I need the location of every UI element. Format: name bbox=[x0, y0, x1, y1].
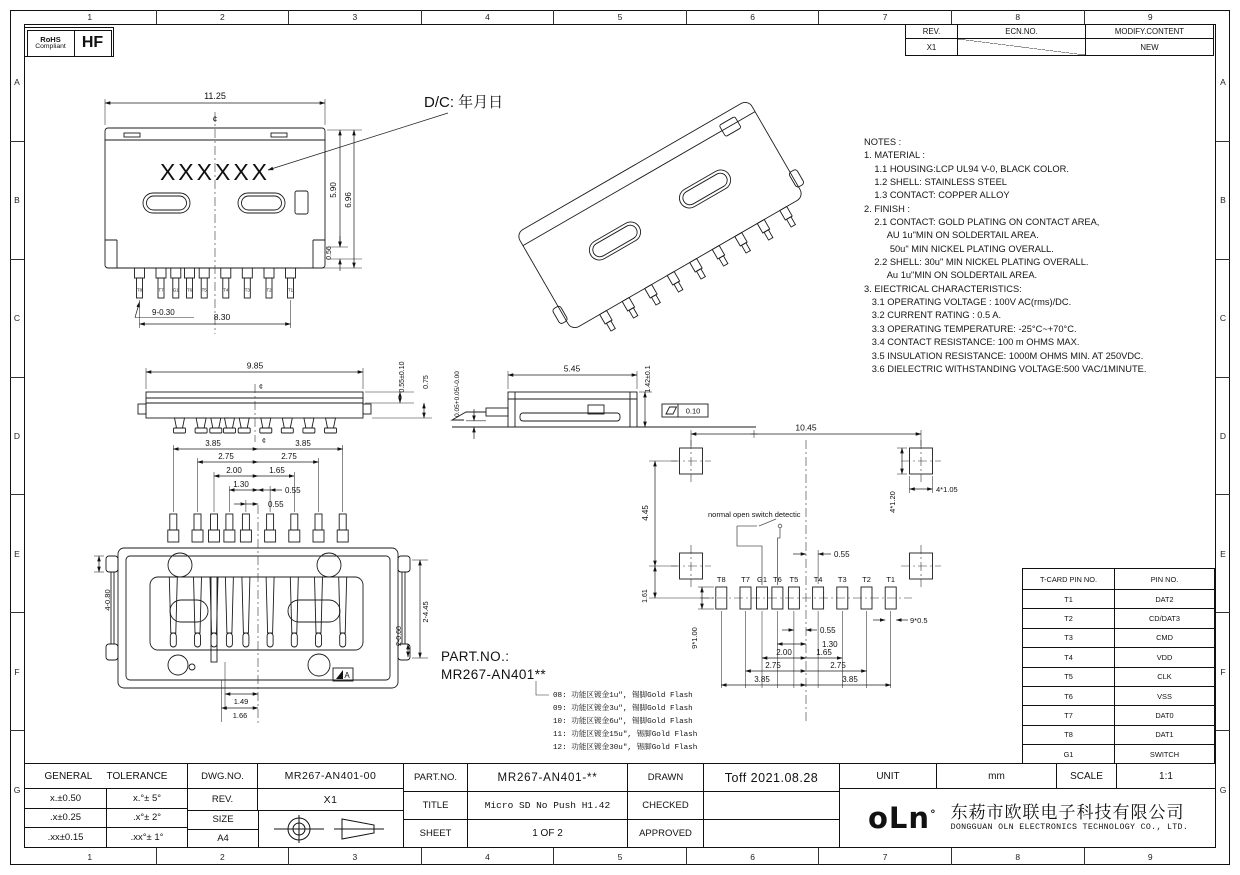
plan-pin-label: T3 bbox=[244, 287, 250, 293]
footprint-pad-label: T2 bbox=[862, 575, 871, 584]
notes-lines-item: 3.6 DIELECTRIC WITHSTANDING VOLTAGE:500 VAC/1MINUTE. bbox=[864, 363, 1147, 374]
section-flag: A bbox=[344, 671, 350, 680]
dim-bv-149: 1.49 bbox=[233, 697, 249, 706]
modify-col-header: MODIFY.CONTENT bbox=[1086, 25, 1214, 39]
dim-bv-165: 1.65 bbox=[269, 466, 285, 475]
company-name-en: DONGGUAN OLN ELECTRONICS TECHNOLOGY CO., LTD. bbox=[950, 823, 1189, 832]
rev-value: X1 bbox=[906, 39, 958, 56]
frame-col-labels-top-item: 1 bbox=[87, 12, 93, 22]
unit-company-section bbox=[839, 764, 1215, 847]
frame-col-labels-top-item: 9 bbox=[1084, 10, 1217, 24]
dim-bv-055l: 0.55 bbox=[268, 500, 284, 509]
dim-bv-2445: 2-4.45 bbox=[421, 601, 430, 623]
rev-value-tb: X1 bbox=[323, 793, 338, 806]
frame-row-labels-right-item: G bbox=[1216, 730, 1230, 848]
rev-label: REV. bbox=[188, 789, 258, 810]
frame-row-labels-right-item: A bbox=[1220, 77, 1226, 88]
notes-lines-item: 3.1 OPERATING VOLTAGE : 100V AC(rms)/DC. bbox=[864, 297, 1072, 308]
dim-fp-b385r: 3.85 bbox=[842, 675, 858, 684]
dim-bv-275r: 2.75 bbox=[281, 452, 297, 461]
plan-pin-label: G1 bbox=[172, 287, 179, 293]
frame-row-labels-left-item: A bbox=[14, 77, 20, 88]
dim-fp-b275r: 2.75 bbox=[830, 661, 846, 670]
tolerance-angular-3: .xx°± 1° bbox=[106, 827, 187, 847]
dim-fp-c055: 0.55 bbox=[834, 550, 850, 559]
dim-plan-pin-note: 9-0.30 bbox=[152, 308, 175, 317]
company-name-cn: 东菞市欧联电子科技有限公司 bbox=[950, 803, 1185, 823]
side-view bbox=[452, 364, 758, 440]
dim-plan-pin-span: 8.30 bbox=[213, 312, 231, 322]
dim-plan-width: 11.25 bbox=[204, 91, 226, 101]
revision-table bbox=[905, 25, 1214, 56]
plan-pin-label: T2 bbox=[266, 287, 272, 293]
dim-fp-v2: 1.61 bbox=[642, 589, 649, 603]
dim-fp-corner-h: 4*1.20 bbox=[888, 491, 897, 513]
frame-col-labels-bottom-item: 5 bbox=[553, 848, 686, 865]
dim-fp-row-h: 9*1.00 bbox=[690, 627, 699, 649]
notes-lines-item: 1.3 CONTACT: COPPER ALLOY bbox=[864, 190, 1010, 201]
company-logo: oLn° bbox=[868, 800, 937, 835]
dwg-section bbox=[187, 764, 403, 847]
dim-front-lip: 0.55±0.10 bbox=[399, 361, 406, 393]
checked-label: CHECKED bbox=[628, 792, 704, 819]
frame-col-labels-top-item: 6 bbox=[686, 10, 819, 24]
centerline-mark-front: ¢ bbox=[259, 384, 263, 391]
t-card-pin-table bbox=[1022, 568, 1215, 765]
centerline-mark-bottom: ¢ bbox=[262, 438, 266, 445]
dim-front-foot: 0.75 bbox=[423, 375, 430, 389]
rohs-badge bbox=[24, 27, 114, 57]
approved-value bbox=[704, 820, 839, 847]
title-value: Micro SD No Push H1.42 bbox=[484, 800, 611, 811]
table-row: T5 CLK bbox=[1023, 667, 1215, 686]
dim-plan-lip: 0.56 bbox=[326, 246, 333, 260]
ecn-col-header: ECN.NO. bbox=[958, 25, 1086, 39]
plating-options-list-item: 11: 功能区镀金15u", 锡脚Gold Flash bbox=[553, 731, 698, 740]
dim-side-height: 1.42±0.1 bbox=[645, 365, 652, 393]
footprint-view bbox=[641, 423, 958, 723]
frame-row-labels-left-item: F bbox=[10, 612, 24, 730]
dim-fp-b130: 1.30 bbox=[822, 640, 838, 649]
plating-options-list-item: 10: 功能区镀金6u", 锡脚Gold Flash bbox=[553, 718, 693, 727]
part-number-value: MR267-AN401** bbox=[441, 666, 546, 682]
frame-row-labels-right bbox=[1216, 24, 1230, 848]
tolerance-angular-1: x.°± 5° bbox=[106, 788, 187, 808]
frame-col-labels-bottom-item: 6 bbox=[686, 848, 819, 865]
frame-row-labels-right-item: E bbox=[1216, 494, 1230, 612]
notes-lines-item: 2.2 SHELL: 30u" MIN NICKEL PLATING OVERALL. bbox=[864, 257, 1089, 268]
notes-lines-item: 1. MATERIAL : bbox=[864, 150, 925, 161]
frame-col-labels-bottom-item: 2 bbox=[156, 848, 289, 865]
frame-col-labels-top-item: 5 bbox=[553, 10, 686, 24]
frame-col-labels-bottom-item: 9 bbox=[1084, 848, 1217, 865]
table-row: T3 CMD bbox=[1023, 628, 1215, 647]
table-row: T7 DAT0 bbox=[1023, 706, 1215, 725]
checked-value bbox=[704, 792, 839, 819]
dim-fp-b275l: 2.75 bbox=[765, 661, 781, 670]
table-row: T6 VSS bbox=[1023, 686, 1215, 705]
dim-bv-385r: 3.85 bbox=[295, 439, 311, 448]
pin-table-header-pin: PIN NO. bbox=[1115, 569, 1215, 590]
rohs-hf-code: HF bbox=[81, 34, 104, 51]
plan-view bbox=[105, 91, 503, 334]
rev-col-header: REV. bbox=[906, 25, 958, 39]
frame-col-labels-top-item: 4 bbox=[421, 10, 554, 24]
dim-fp-pad-w: 9*0.5 bbox=[910, 616, 928, 625]
frame-row-labels-right-item: B bbox=[1216, 141, 1230, 259]
bottom-view bbox=[94, 438, 430, 726]
dim-fp-b165: 1.65 bbox=[816, 648, 832, 657]
plating-options-list-item: 09: 功能区镀金3u", 锡脚Gold Flash bbox=[553, 705, 693, 714]
dim-fp-b200: 2.00 bbox=[776, 648, 792, 657]
notes-title: NOTES : bbox=[864, 137, 902, 147]
frame-row-labels-right-item: D bbox=[1216, 377, 1230, 495]
isometric-view bbox=[510, 96, 820, 351]
tolerance-header: GENERAL TOLERANCE bbox=[44, 770, 168, 782]
notes-lines-item: 50u" MIN NICKEL PLATING OVERALL. bbox=[864, 243, 1054, 254]
rohs-subtitle: Compliant bbox=[35, 43, 66, 51]
notes-lines-item: 3.2 CURRENT RATING : 0.5 A. bbox=[864, 310, 1002, 321]
plan-pin-label: T7 bbox=[158, 287, 164, 293]
dim-bv-055r: 0.55 bbox=[285, 486, 301, 495]
size-label: SIZE bbox=[188, 811, 258, 830]
notes-lines-item: 3.5 INSULATION RESISTANCE: 1000M OHMS MIN. AT 250VDC. bbox=[864, 350, 1144, 361]
notes-lines-item: 3.4 CONTACT RESISTANCE: 100 m OHMS MAX. bbox=[864, 337, 1080, 348]
dim-front-width: 9.85 bbox=[246, 360, 264, 371]
unit-value: mm bbox=[936, 764, 1056, 788]
footprint-pad-label: T7 bbox=[741, 575, 750, 584]
size-value: A4 bbox=[217, 832, 229, 844]
ecn-value-empty bbox=[958, 39, 1086, 56]
part-no-label: PART.NO. bbox=[404, 764, 468, 791]
table-row: T1 DAT2 bbox=[1023, 590, 1215, 609]
modify-value: NEW bbox=[1086, 39, 1214, 56]
frame-row-labels-left-item: E bbox=[10, 494, 24, 612]
frame-col-labels-top-item: 3 bbox=[288, 10, 421, 24]
frame-col-labels-bottom-item: 4 bbox=[421, 848, 554, 865]
pin-table-header-tcard: T-CARD PIN NO. bbox=[1023, 569, 1115, 590]
dim-fp-corner-w: 4*1.05 bbox=[936, 485, 958, 494]
notes-lines-item: 2.1 CONTACT: GOLD PLATING ON CONTACT AREA, bbox=[864, 217, 1100, 228]
tolerance-linear-2: .x±0.25 bbox=[25, 808, 106, 828]
notes-lines-item: 1.1 HOUSING:LCP UL94 V-0, BLACK COLOR. bbox=[864, 163, 1069, 174]
frame-row-labels-left bbox=[10, 24, 24, 848]
frame-row-labels-left-item: G bbox=[10, 730, 24, 848]
projection-symbol bbox=[259, 811, 403, 847]
footprint-pad-label: T5 bbox=[789, 575, 799, 584]
footprint-pad-label: T6 bbox=[773, 575, 782, 584]
part-number-label: PART.NO.: bbox=[441, 649, 510, 664]
date-code-label: D/C: 年月日 bbox=[424, 94, 504, 111]
frame-col-labels-top bbox=[24, 10, 1216, 24]
pin-table-header-row bbox=[1023, 569, 1215, 590]
frame-col-labels-top-item: 2 bbox=[156, 10, 289, 24]
table-row: T8 DAT1 bbox=[1023, 725, 1215, 744]
dim-bv-200: 2.00 bbox=[226, 466, 242, 475]
scale-label: SCALE bbox=[1056, 764, 1116, 788]
notes-lines-item: Au 1u"MIN ON SOLDERTAIL AREA. bbox=[864, 270, 1038, 281]
notes-lines-item: 1.2 SHELL: STAINLESS STEEL bbox=[864, 177, 1007, 188]
dim-fp-width: 10.45 bbox=[795, 422, 817, 433]
dim-fp-b055: 0.55 bbox=[820, 626, 836, 635]
table-row: T4 VDD bbox=[1023, 648, 1215, 667]
tolerance-linear-3: .xx±0.15 bbox=[25, 827, 106, 847]
plan-pin-label: T8 bbox=[136, 287, 143, 293]
notes-lines-item: 3. EIECTRICAL CHARACTERISTICS: bbox=[864, 283, 1022, 294]
plating-options-list-item: 12: 功能区镀金30u", 锡脚Gold Flash bbox=[553, 744, 698, 753]
plan-pin-label: T1 bbox=[287, 287, 294, 293]
dwg-no-label: DWG.NO. bbox=[188, 764, 258, 788]
frame-row-labels-right-item: C bbox=[1216, 259, 1230, 377]
dim-plan-body-height: 5.90 bbox=[329, 182, 338, 198]
notes-lines-item: 3.3 OPERATING TEMPERATURE: -25°C~+70°C. bbox=[864, 323, 1077, 334]
laser-marking: XXXXXX bbox=[159, 159, 271, 185]
title-block bbox=[24, 763, 1216, 848]
dim-bv-275l: 2.75 bbox=[218, 452, 234, 461]
plating-options-list-item: 08: 功能区镀金1u", 锡脚Gold Flash bbox=[553, 692, 693, 700]
table-row: T2 CD/DAT3 bbox=[1023, 609, 1215, 628]
frame-col-labels-bottom-item: 1 bbox=[87, 851, 93, 862]
dim-side-width: 5.45 bbox=[563, 363, 581, 374]
part-no-value: MR267-AN401-** bbox=[497, 771, 598, 784]
footprint-pad-label: G1 bbox=[756, 575, 768, 584]
dim-bv-166: 1.66 bbox=[232, 711, 248, 720]
tolerance-section bbox=[25, 764, 187, 847]
frame-row-labels-left-item: C bbox=[10, 259, 24, 377]
frame-row-labels-left-item: D bbox=[10, 377, 24, 495]
dim-bv-130: 1.30 bbox=[233, 480, 249, 489]
frame-col-labels-bottom-item: 8 bbox=[951, 848, 1084, 865]
rohs-title: RoHS bbox=[40, 34, 61, 44]
table-row: G1 SWITCH bbox=[1023, 745, 1215, 764]
drawn-label: DRAWN bbox=[628, 764, 704, 791]
frame-col-labels-bottom bbox=[24, 848, 1216, 865]
front-view bbox=[138, 361, 432, 443]
frame-col-labels-top-item: 7 bbox=[818, 10, 951, 24]
tolerance-angular-2: .x°± 2° bbox=[106, 808, 187, 828]
flatness-tolerance: 0.10 bbox=[685, 406, 701, 416]
sheet-value: 1 OF 2 bbox=[532, 828, 563, 839]
scale-value: 1:1 bbox=[1116, 764, 1215, 788]
dim-side-standoff: 0.05+0.05/-0.00 bbox=[454, 371, 461, 417]
dim-bv-2060: 2-0.60 bbox=[396, 626, 403, 646]
frame-row-labels-left-item: B bbox=[10, 141, 24, 259]
plan-pin-label: T4 bbox=[223, 287, 229, 293]
footprint-pad-label: T4 bbox=[813, 575, 823, 584]
plan-pin-label: T5 bbox=[201, 287, 207, 293]
footprint-pad-label: T8 bbox=[716, 575, 726, 584]
switch-note: normal open switch detectic bbox=[708, 510, 801, 519]
dwg-no-value: MR267-AN401-00 bbox=[284, 770, 377, 782]
tolerance-linear-1: x.±0.50 bbox=[25, 788, 106, 808]
frame-col-labels-top-item: 8 bbox=[951, 10, 1084, 24]
notes-lines-item: 2. FINISH : bbox=[864, 203, 910, 214]
drawn-value: Toff 2021.08.28 bbox=[724, 770, 819, 785]
frame-col-labels-bottom-item: 3 bbox=[288, 848, 421, 865]
frame-row-labels-right-item: F bbox=[1216, 612, 1230, 730]
dim-fp-v1: 4.45 bbox=[641, 505, 650, 521]
dim-bv-480: 4-0.80 bbox=[103, 589, 112, 611]
frame-col-labels-bottom-item: 7 bbox=[818, 848, 951, 865]
dim-bv-385l: 3.85 bbox=[205, 439, 221, 448]
part-section bbox=[403, 764, 627, 847]
dim-fp-b385l: 3.85 bbox=[754, 675, 770, 684]
sheet-label: SHEET bbox=[404, 820, 468, 847]
notes-lines-item: AU 1u"MIN ON SOLDERTAIL AREA. bbox=[864, 230, 1039, 241]
footprint-pad-label: T1 bbox=[886, 575, 896, 584]
centerline-mark-plan: ¢ bbox=[212, 115, 218, 124]
approved-label: APPROVED bbox=[628, 820, 704, 847]
footprint-pad-label: T3 bbox=[837, 575, 847, 584]
title-label: TITLE bbox=[404, 792, 468, 819]
unit-label: UNIT bbox=[876, 770, 900, 782]
dim-plan-total-height: 6.96 bbox=[344, 192, 353, 208]
signature-section bbox=[627, 764, 839, 847]
plan-pin-label: T6 bbox=[186, 287, 193, 293]
